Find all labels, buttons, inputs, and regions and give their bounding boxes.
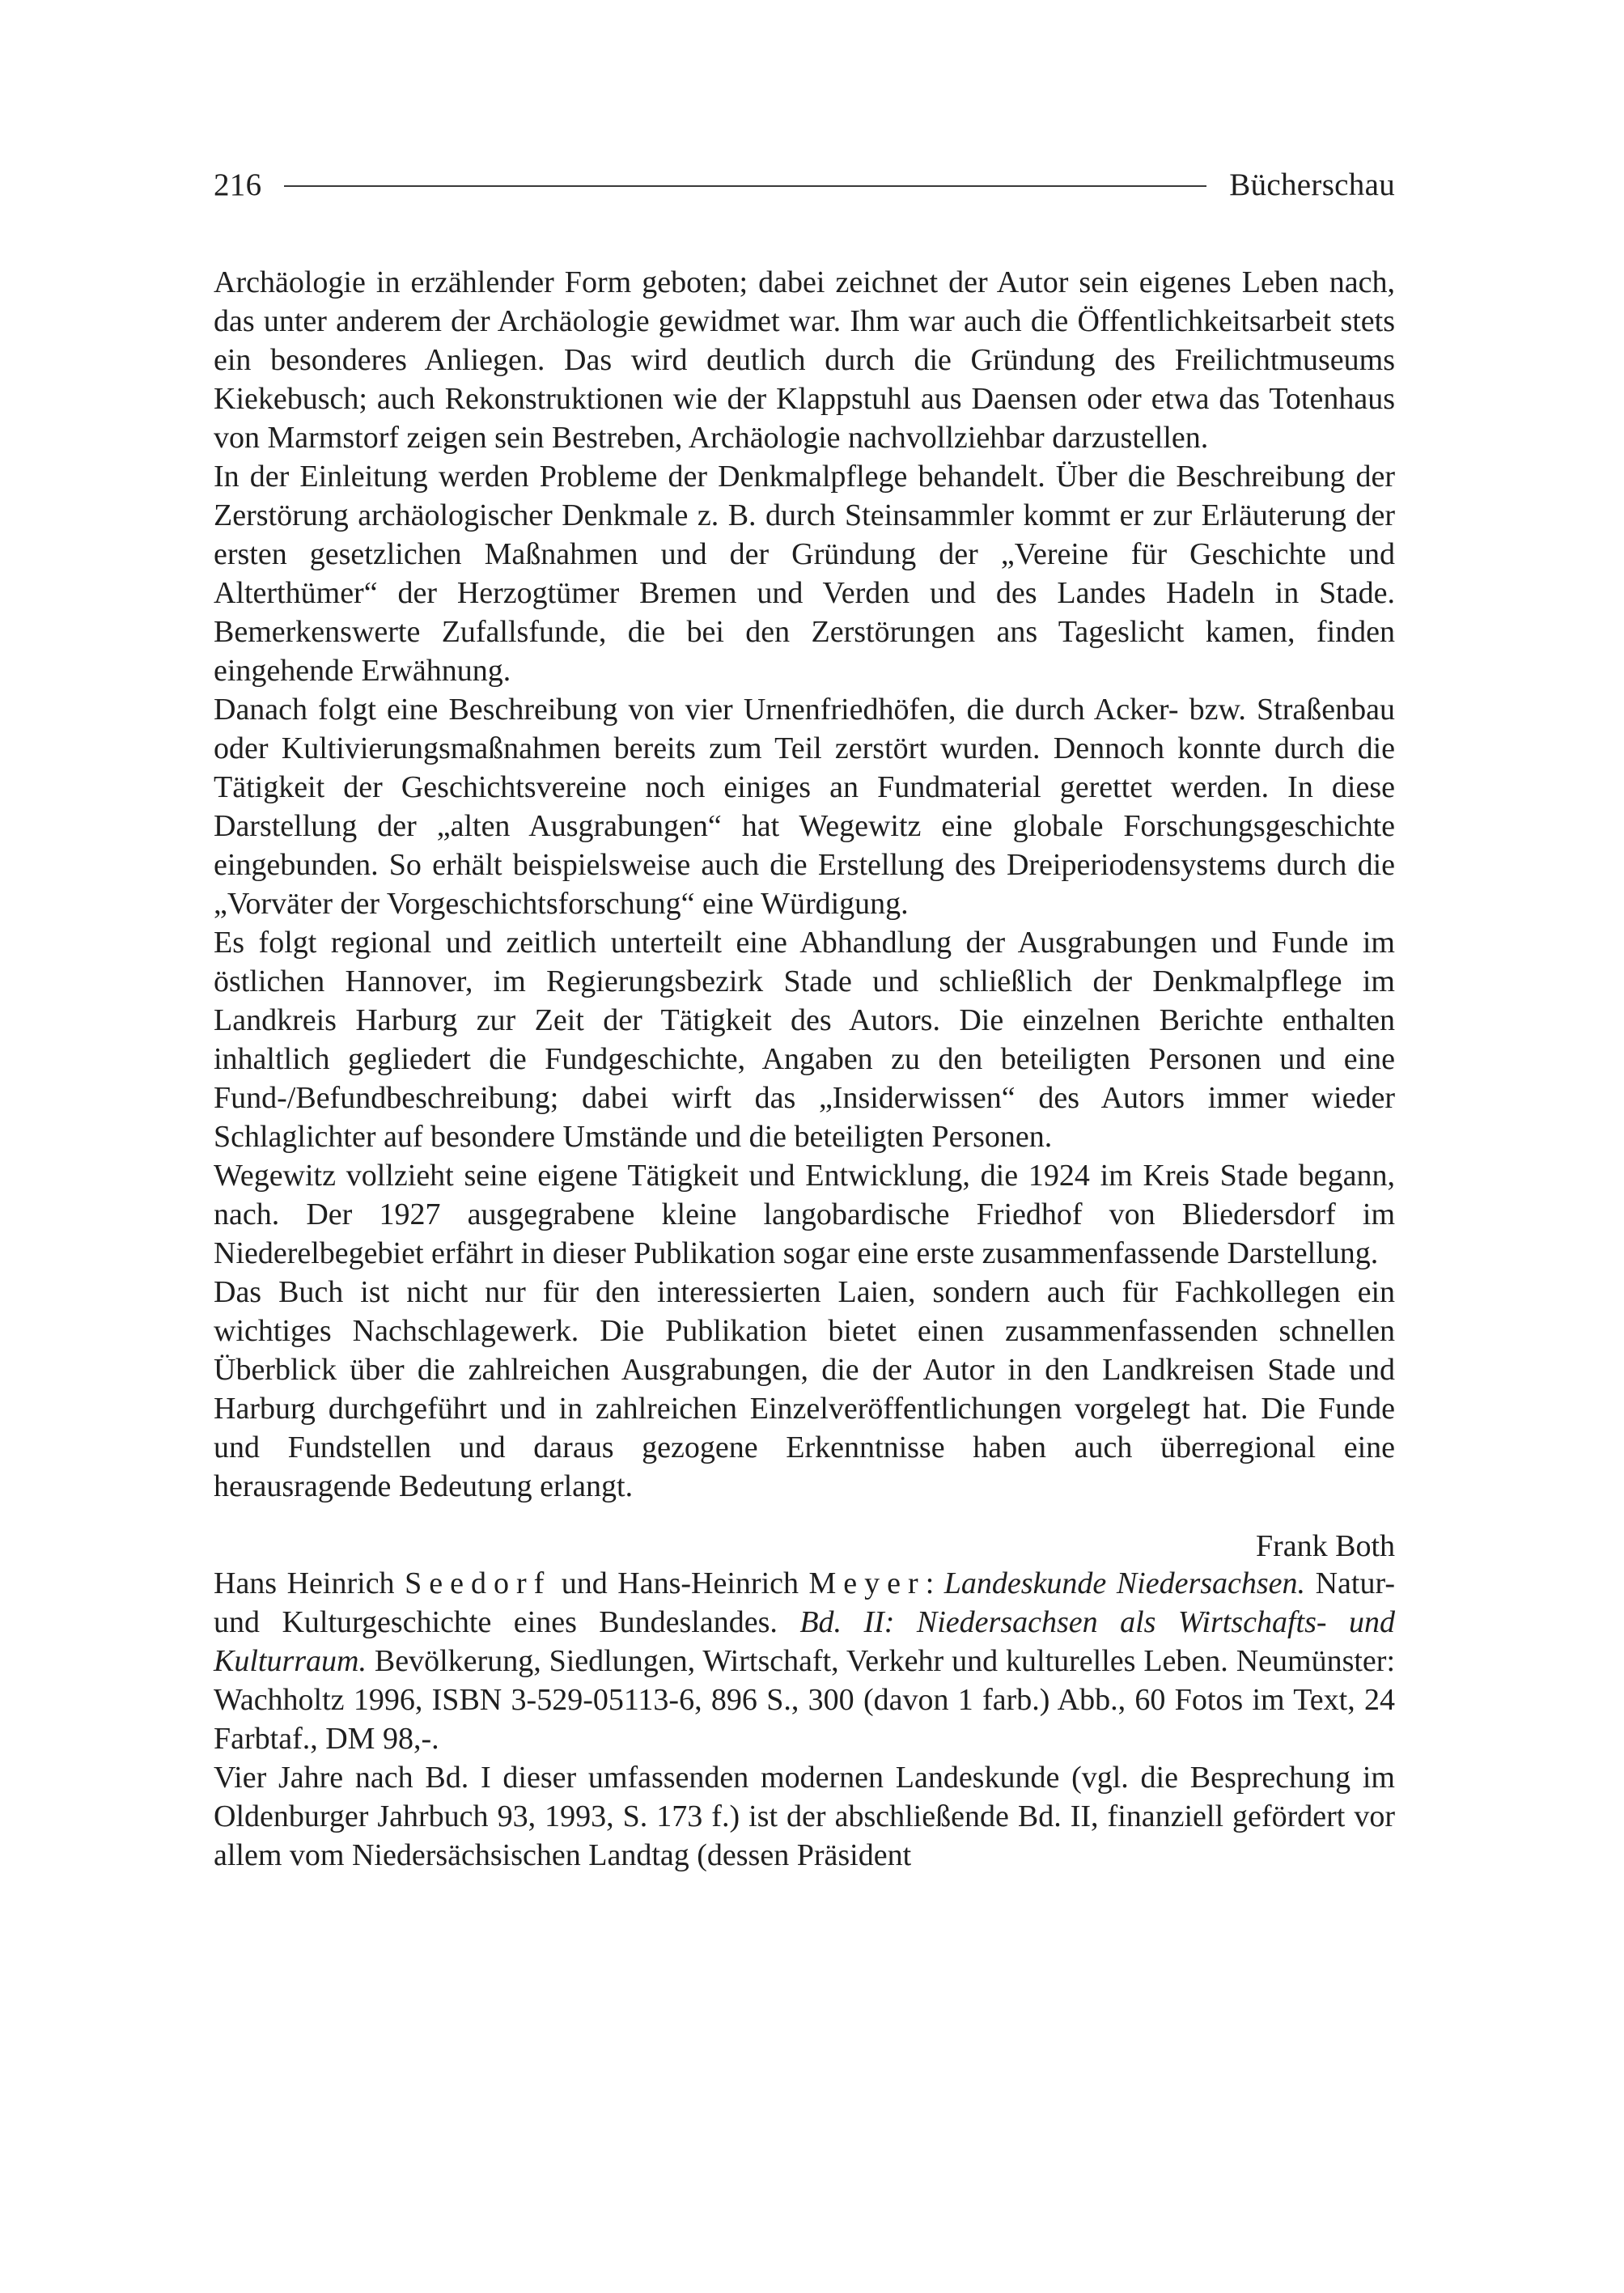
review2-paragraph-1: Vier Jahre nach Bd. I dieser umfassenden modernen Landeskunde (vgl. die Besprechung im Oldenburger Jahrbuch 93, 1993, S. 173 f.) ist der abschließende Bd. II, finanziell gefördert vor allem vom Niedersächsischen Landtag (dessen Präsident: [214, 1761, 1395, 1872]
book-subtitle: Natur- und Kulturgeschichte eines Bundeslandes.: [214, 1566, 1395, 1639]
book-title: Landeskunde Niedersachsen.: [943, 1566, 1306, 1600]
review1-paragraph-4: Es folgt regional und zeitlich unterteilt eine Abhandlung der Ausgrabungen und Funde im östlichen Hannover, im Regierungsbezirk Stade und schließlich der Denkmalpflege im Landkreis Harburg zur Zeit der Tätigkeit des Autors. Die einzelnen Berichte enthalten inhaltlich gegliedert die Fundgeschichte, Angaben zu den beteiligten Personen und eine Fund-/Befundbeschreibung; dabei wirft das „Insiderwissen“ des Autors immer wieder Schlaglichter auf besondere Umstände und die beteiligten Personen.: [214, 926, 1395, 1154]
review1-paragraph-1: Archäologie in erzählender Form geboten; dabei zeichnet der Autor sein eigenes Leben nach, das unter anderem der Archäologie gewidmet war. Ihm war auch die Öffentlichkeitsarbeit stets ein besonderes Anliegen. Das wird deutlich durch die Gründung des Freilichtmuseums Kiekebusch; auch Rekonstruktionen wie der Klappstuhl aus Daensen oder etwa das Totenhaus von Marmstorf zeigen sein Bestreben, Archäologie nachvollziehbar darzustellen.: [214, 265, 1395, 455]
header-rule: [284, 185, 1206, 187]
citation-colon: :: [925, 1566, 944, 1600]
citation-connector: und Hans-Heinrich: [551, 1566, 809, 1600]
reviewer-signature: Frank Both: [1255, 1529, 1395, 1563]
review2-citation: [214, 1564, 1395, 1758]
page-number: 216: [214, 167, 262, 202]
running-head: [214, 164, 1395, 205]
section-title: Bücherschau: [1229, 167, 1395, 202]
review1-paragraph-3: Danach folgt eine Beschreibung von vier Urnenfriedhöfen, die durch Acker- bzw. Straßenbau oder Kultivierungsmaßnahmen bereits zum Teil zerstört wurden. Dennoch konnte durch die Tätigkeit der Geschichtsvereine noch einiges an Fundmaterial gerettet werden. In diese Darstellung der „alten Ausgrabungen“ hat Wegewitz eine globale Forschungsgeschichte eingebunden. So erhält beispielsweise auch die Erstellung des Dreiperiodensystems durch die „Vorväter der Vorgeschichtsforschung“ eine Würdigung.: [214, 693, 1395, 921]
publication-details: Bevölkerung, Siedlungen, Wirtschaft, Verkehr und kulturelles Leben. Neumünster: Wachholtz 1996, ISBN 3-529-05113-6, 896 S., 300 (davon 1 farb.) Abb., 60 Fotos im Text, 24 Farbtaf., DM 98,-.: [214, 1644, 1395, 1756]
author1-last-name: Seedorf: [405, 1566, 552, 1600]
author2-last-name: Meyer: [808, 1566, 926, 1600]
volume-title: Bd. II: Niedersachsen als Wirtschafts- und Kulturraum.: [214, 1605, 1395, 1678]
review1-paragraph-6: Das Buch ist nicht nur für den interessierten Laien, sondern auch für Fachkollegen ein wichtiges Nachschlagewerk. Die Publikation bietet einen zusammenfassenden schnellen Überblick über die zahlreichen Ausgrabungen, die der Autor in den Landkreisen Stade und Harburg durchgeführt und in zahlreichen Einzelveröffentlichungen vorgelegt hat. Die Funde und Fundstellen und daraus gezogene Erkenntnisse haben auch überregional eine herausragende Bedeutung erlangt.: [214, 1275, 1395, 1503]
review1-paragraph-5: Wegewitz vollzieht seine eigene Tätigkeit und Entwicklung, die 1924 im Kreis Stade begann, nach. Der 1927 ausgegrabene kleine langobardische Friedhof von Bliedersdorf im Niederelbegebiet erfährt in dieser Publikation sogar eine erste zusammenfassende Darstellung.: [214, 1159, 1395, 1270]
author1-first-name: Hans Heinrich: [214, 1566, 405, 1600]
body-text: [214, 263, 1395, 1875]
review1-paragraph-2: In der Einleitung werden Probleme der Denkmalpflege behandelt. Über die Beschreibung der Zerstörung archäologischer Denkmale z. B. durch Steinsammler kommt er zur Erläuterung der ersten gesetzlichen Maßnahmen und der Gründung der „Vereine für Geschichte und Alterthümer“ der Herzogtümer Bremen und Verden und des Landes Hadeln in Stade. Bemerkenswerte Zufallsfunde, die bei den Zerstörungen ans Tageslicht kamen, finden eingehende Erwähnung.: [214, 460, 1395, 688]
signature-line: [214, 1506, 1395, 1564]
